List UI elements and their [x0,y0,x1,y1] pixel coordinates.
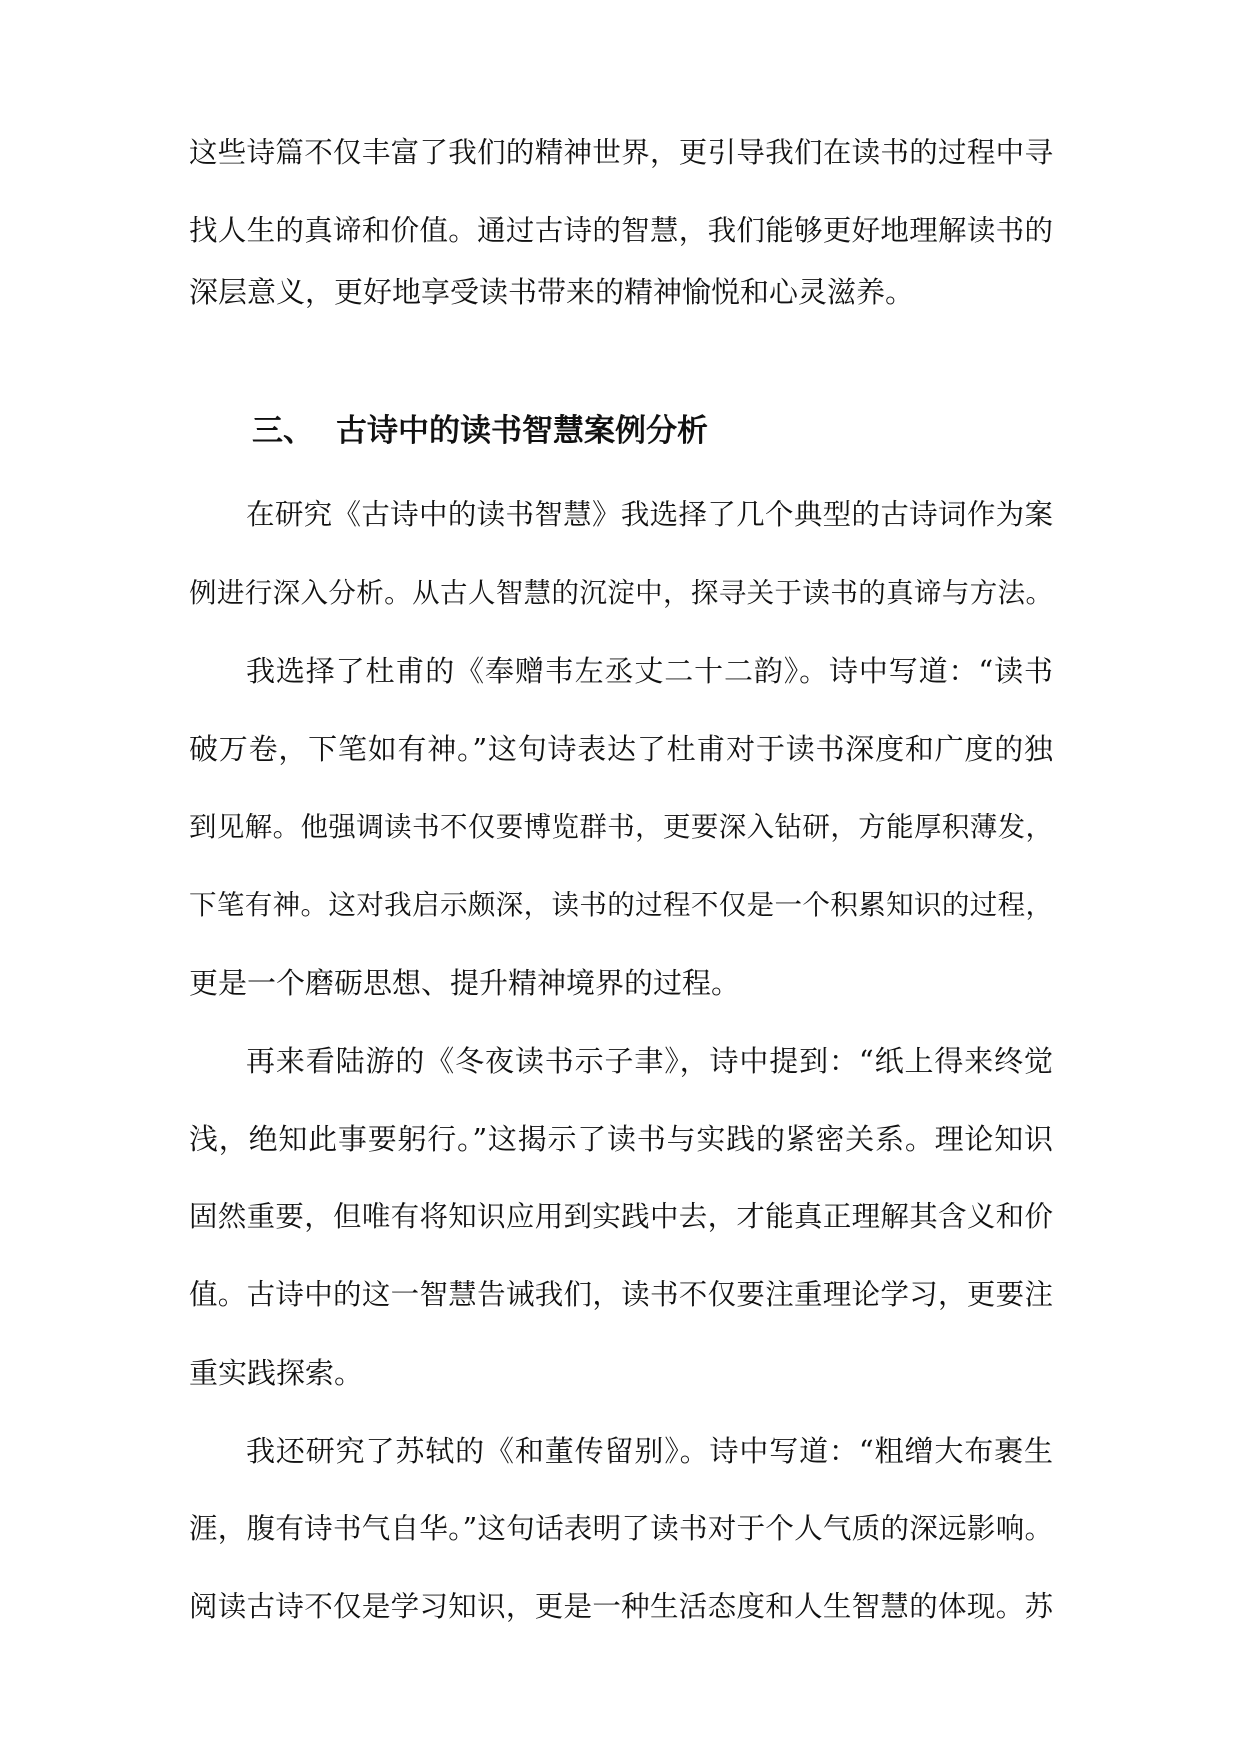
paragraph-4-line-3: 阅读古诗不仅是学习知识，更是一种生活态度和人生智慧的体现。苏 [189,1590,1053,1623]
paragraph-2-line-2: 破万卷，下笔如有神。”这句诗表达了杜甫对于读书深度和广度的独 [189,732,1053,766]
section-number: 三、 [252,413,314,449]
intro-line-3: 深层意义，更好地享受读书带来的精神愉悦和心灵滋养。 [189,275,915,309]
paragraph-3-line-4: 值。古诗中的这一智慧告诫我们，读书不仅要注重理论学习，更要注 [189,1278,1053,1311]
paragraph-1-line-2: 例进行深入分析。从古人智慧的沉淀中，探寻关于读书的真谛与方法。 [189,577,1053,609]
paragraph-3-line-5: 重实践探索。 [189,1356,364,1390]
paragraph-1-line-1: 在研究《古诗中的读书智慧》我选择了几个典型的古诗词作为案 [246,498,1053,531]
paragraph-3-line-2: 浅，绝知此事要躬行。”这揭示了读书与实践的紧密关系。理论知识 [189,1122,1053,1156]
intro-line-2: 找人生的真谛和价值。通过古诗的智慧，我们能够更好地理解读书的 [189,214,1053,247]
paragraph-4-line-1: 我还研究了苏轼的《和董传留别》。诗中写道：“粗缯大布裹生 [246,1434,1053,1468]
paragraph-4-line-2: 涯，腹有诗书气自华。”这句话表明了读书对于个人气质的深远影响。 [189,1512,1053,1545]
paragraph-2-line-5: 更是一个磨砺思想、提升精神境界的过程。 [189,966,741,1000]
intro-line-1: 这些诗篇不仅丰富了我们的精神世界，更引导我们在读书的过程中寻 [189,136,1053,169]
paragraph-3-line-1: 再来看陆游的《冬夜读书示子聿》，诗中提到：“纸上得来终觉 [246,1044,1053,1078]
section-heading [252,406,708,456]
paragraph-3-line-3: 固然重要，但唯有将知识应用到实践中去，才能真正理解其含义和价 [189,1200,1053,1233]
paragraph-2-line-3: 到见解。他强调读书不仅要博览群书，更要深入钻研，方能厚积薄发， [189,811,1053,843]
paragraph-2-line-4: 下笔有神。这对我启示颇深，读书的过程不仅是一个积累知识的过程， [189,889,1053,921]
section-title: 古诗中的读书智慧案例分析 [336,413,708,449]
paragraph-2-line-1: 我选择了杜甫的《奉赠韦左丞丈二十二韵》。诗中写道：“读书 [246,654,1053,688]
